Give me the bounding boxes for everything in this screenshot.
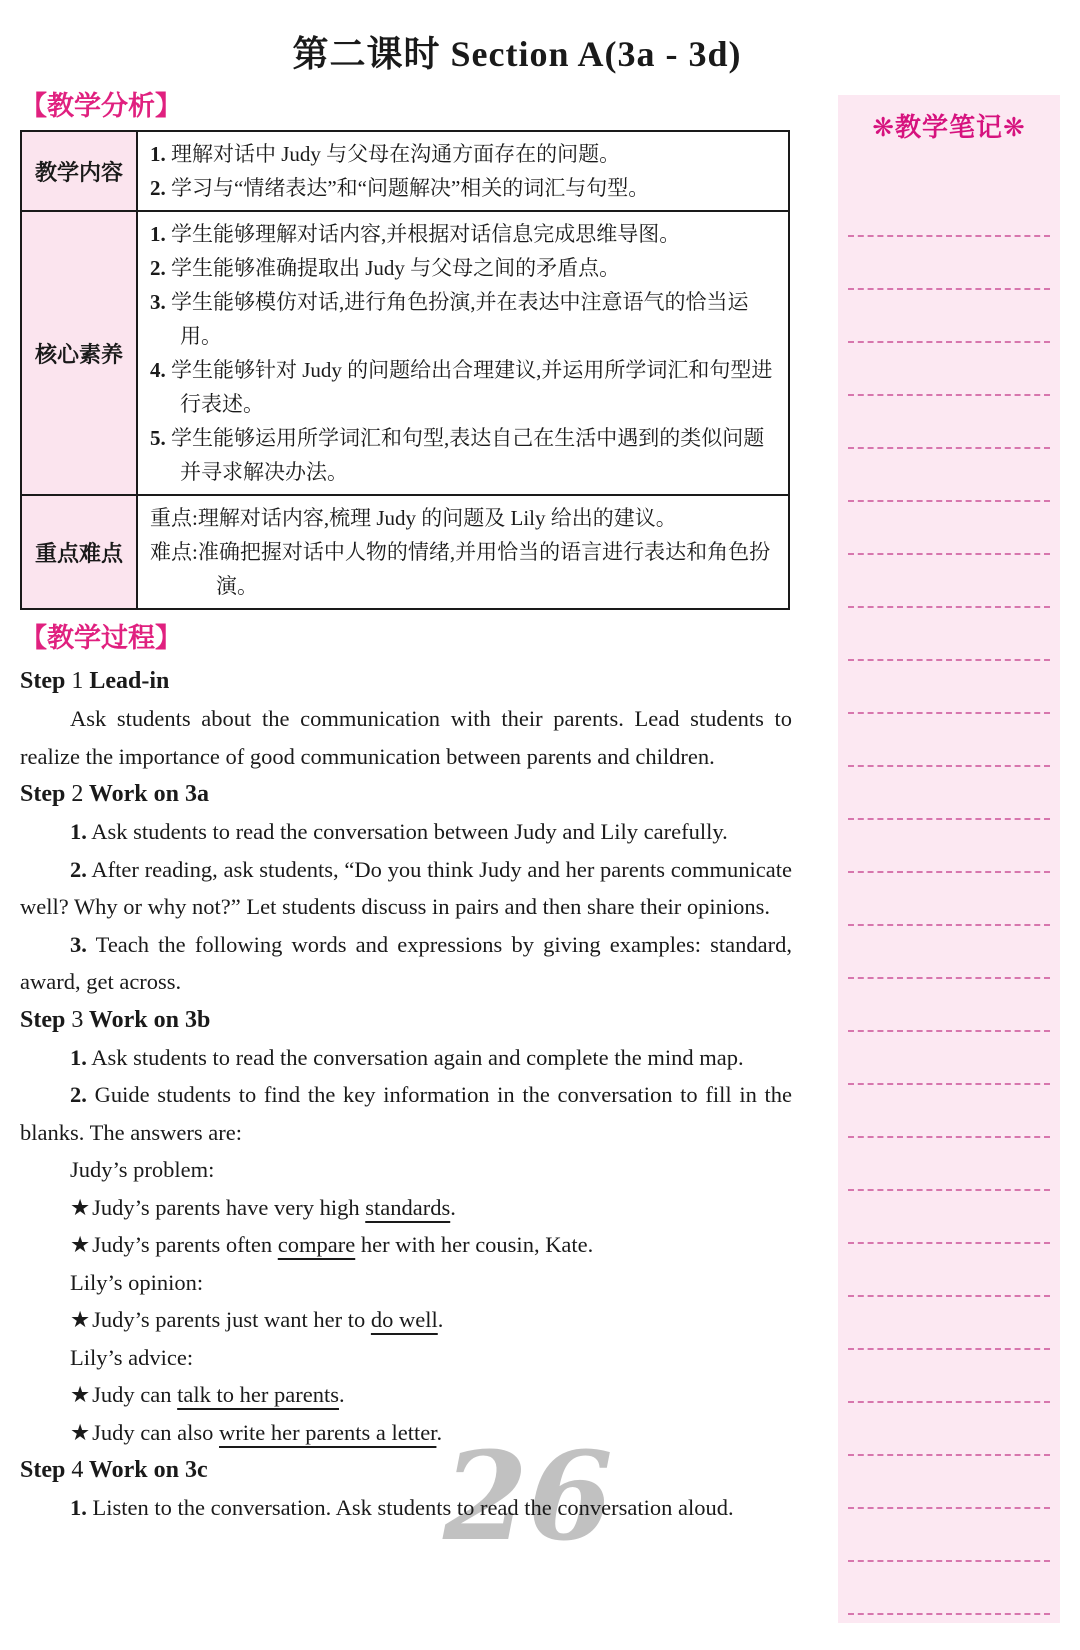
note-line (848, 767, 1050, 820)
note-line (848, 1615, 1050, 1650)
answer-star-item: ★Judy can talk to her parents. (70, 1382, 345, 1407)
teaching-notes-title: ❋教学笔记❋ (872, 112, 1026, 142)
note-line (848, 1456, 1050, 1509)
step-3-item: 1. Ask students to read the conversation again and complete the mind map. (70, 1044, 744, 1070)
note-line (848, 1509, 1050, 1562)
table-row (21, 131, 789, 211)
note-line (848, 1297, 1050, 1350)
row-content: 重点:理解对话内容,梳理 Judy 的问题及 Lily 给出的建议。 难点:准确把握对话中人物的情绪,并用恰当的语言进行表达和角色扮演。 (137, 495, 789, 609)
note-line (848, 1350, 1050, 1403)
note-line (848, 184, 1050, 237)
note-line (848, 979, 1050, 1032)
answer-label: Judy’s problem: (70, 1157, 215, 1182)
page-number-watermark: 26 (443, 1424, 613, 1568)
step-3-heading: Step 3 Work on 3b (20, 1006, 211, 1033)
step-4-item: 1. Listen to the conversation. Ask students to read the conversation aloud. (70, 1495, 734, 1520)
analysis-section-header: 【教学分析】 (20, 91, 182, 121)
note-line (848, 1403, 1050, 1456)
note-line (848, 1191, 1050, 1244)
row-label: 重点难点 (21, 495, 137, 609)
note-line (848, 343, 1050, 396)
row-label: 核心素养 (21, 211, 137, 495)
answer-star-item: ★Judy’s parents often compare her with her cousin, Kate. (70, 1232, 594, 1257)
step-2-item: 3. Teach the following words and expressions by giving examples: standard, award, get across. (20, 931, 793, 994)
note-line (848, 1562, 1050, 1615)
note-line (848, 1244, 1050, 1297)
note-line (848, 714, 1050, 767)
page-title: 第二课时 Section A(3a - 3d) (292, 34, 742, 74)
note-line (848, 237, 1050, 290)
note-line (848, 1032, 1050, 1085)
star-icon: ★ (70, 1307, 91, 1332)
answer-star-item: ★Judy’s parents have very high standards. (70, 1194, 456, 1220)
star-icon: ★ (70, 1194, 91, 1220)
note-line (848, 1138, 1050, 1191)
note-line (848, 449, 1050, 502)
note-line (848, 661, 1050, 714)
step-2-item: 2. After reading, ask students, “Do you think Judy and her parents communicate well? Why or why not?” Let students discuss in pairs and then share their opinions. (20, 856, 792, 919)
row-label: 教学内容 (21, 131, 137, 211)
step-1-heading: Step 1 Lead-in (20, 668, 170, 694)
main-content (20, 0, 792, 1527)
answer-star-item: ★Judy’s parents just want her to do well. (70, 1307, 444, 1332)
note-ruled-lines (838, 184, 1060, 1650)
step-3-item: 2. Guide students to find the key information in the conversation to fill in the blanks. The answers are: (20, 1082, 793, 1145)
answer-label: Lily’s advice: (70, 1344, 194, 1370)
note-line (848, 396, 1050, 449)
note-line (848, 608, 1050, 661)
note-line (848, 502, 1050, 555)
note-line (848, 1085, 1050, 1138)
note-line (848, 290, 1050, 343)
process-section-header: 【教学过程】 (20, 623, 182, 653)
answer-label: Lily’s opinion: (70, 1269, 204, 1295)
teaching-notes-panel (838, 95, 1060, 1623)
note-line (848, 555, 1050, 608)
star-icon: ★ (70, 1232, 91, 1257)
step-4-heading: Step 4 Work on 3c (20, 1457, 208, 1483)
table-row (21, 495, 789, 609)
row-content: 1. 学生能够理解对话内容,并根据对话信息完成思维导图。 2. 学生能够准确提取出 Judy 与父母之间的矛盾点。 3. 学生能够模仿对话,进行角色扮演,并在表达中注意语气的恰当运用。 4. 学生能够针对 Judy 的问题给出合理建议,并运用所学词汇和句型进行表述。 5. 学生能够运用所学词汇和句型,表达自己在生活中遇到的类似问题并寻求解决办法。 (137, 211, 789, 495)
table-row (21, 211, 789, 495)
step-2-heading: Step 2 Work on 3a (20, 781, 209, 807)
note-line (848, 926, 1050, 979)
note-line (848, 820, 1050, 873)
step-1-paragraph: Ask students about the communication with their parents. Lead students to realize the importance of good communication between parents and children. (20, 706, 792, 769)
star-icon: ★ (70, 1419, 91, 1445)
row-content: 1. 理解对话中 Judy 与父母在沟通方面存在的问题。 2. 学习与“情绪表达”和“问题解决”相关的词汇与句型。 (137, 131, 789, 211)
answer-star-item: ★Judy can also write her parents a letter. (70, 1419, 443, 1445)
star-icon: ★ (70, 1382, 91, 1407)
note-line (848, 873, 1050, 926)
step-2-item: 1. Ask students to read the conversation between Judy and Lily carefully. (70, 819, 728, 844)
teaching-analysis-table (20, 130, 790, 610)
